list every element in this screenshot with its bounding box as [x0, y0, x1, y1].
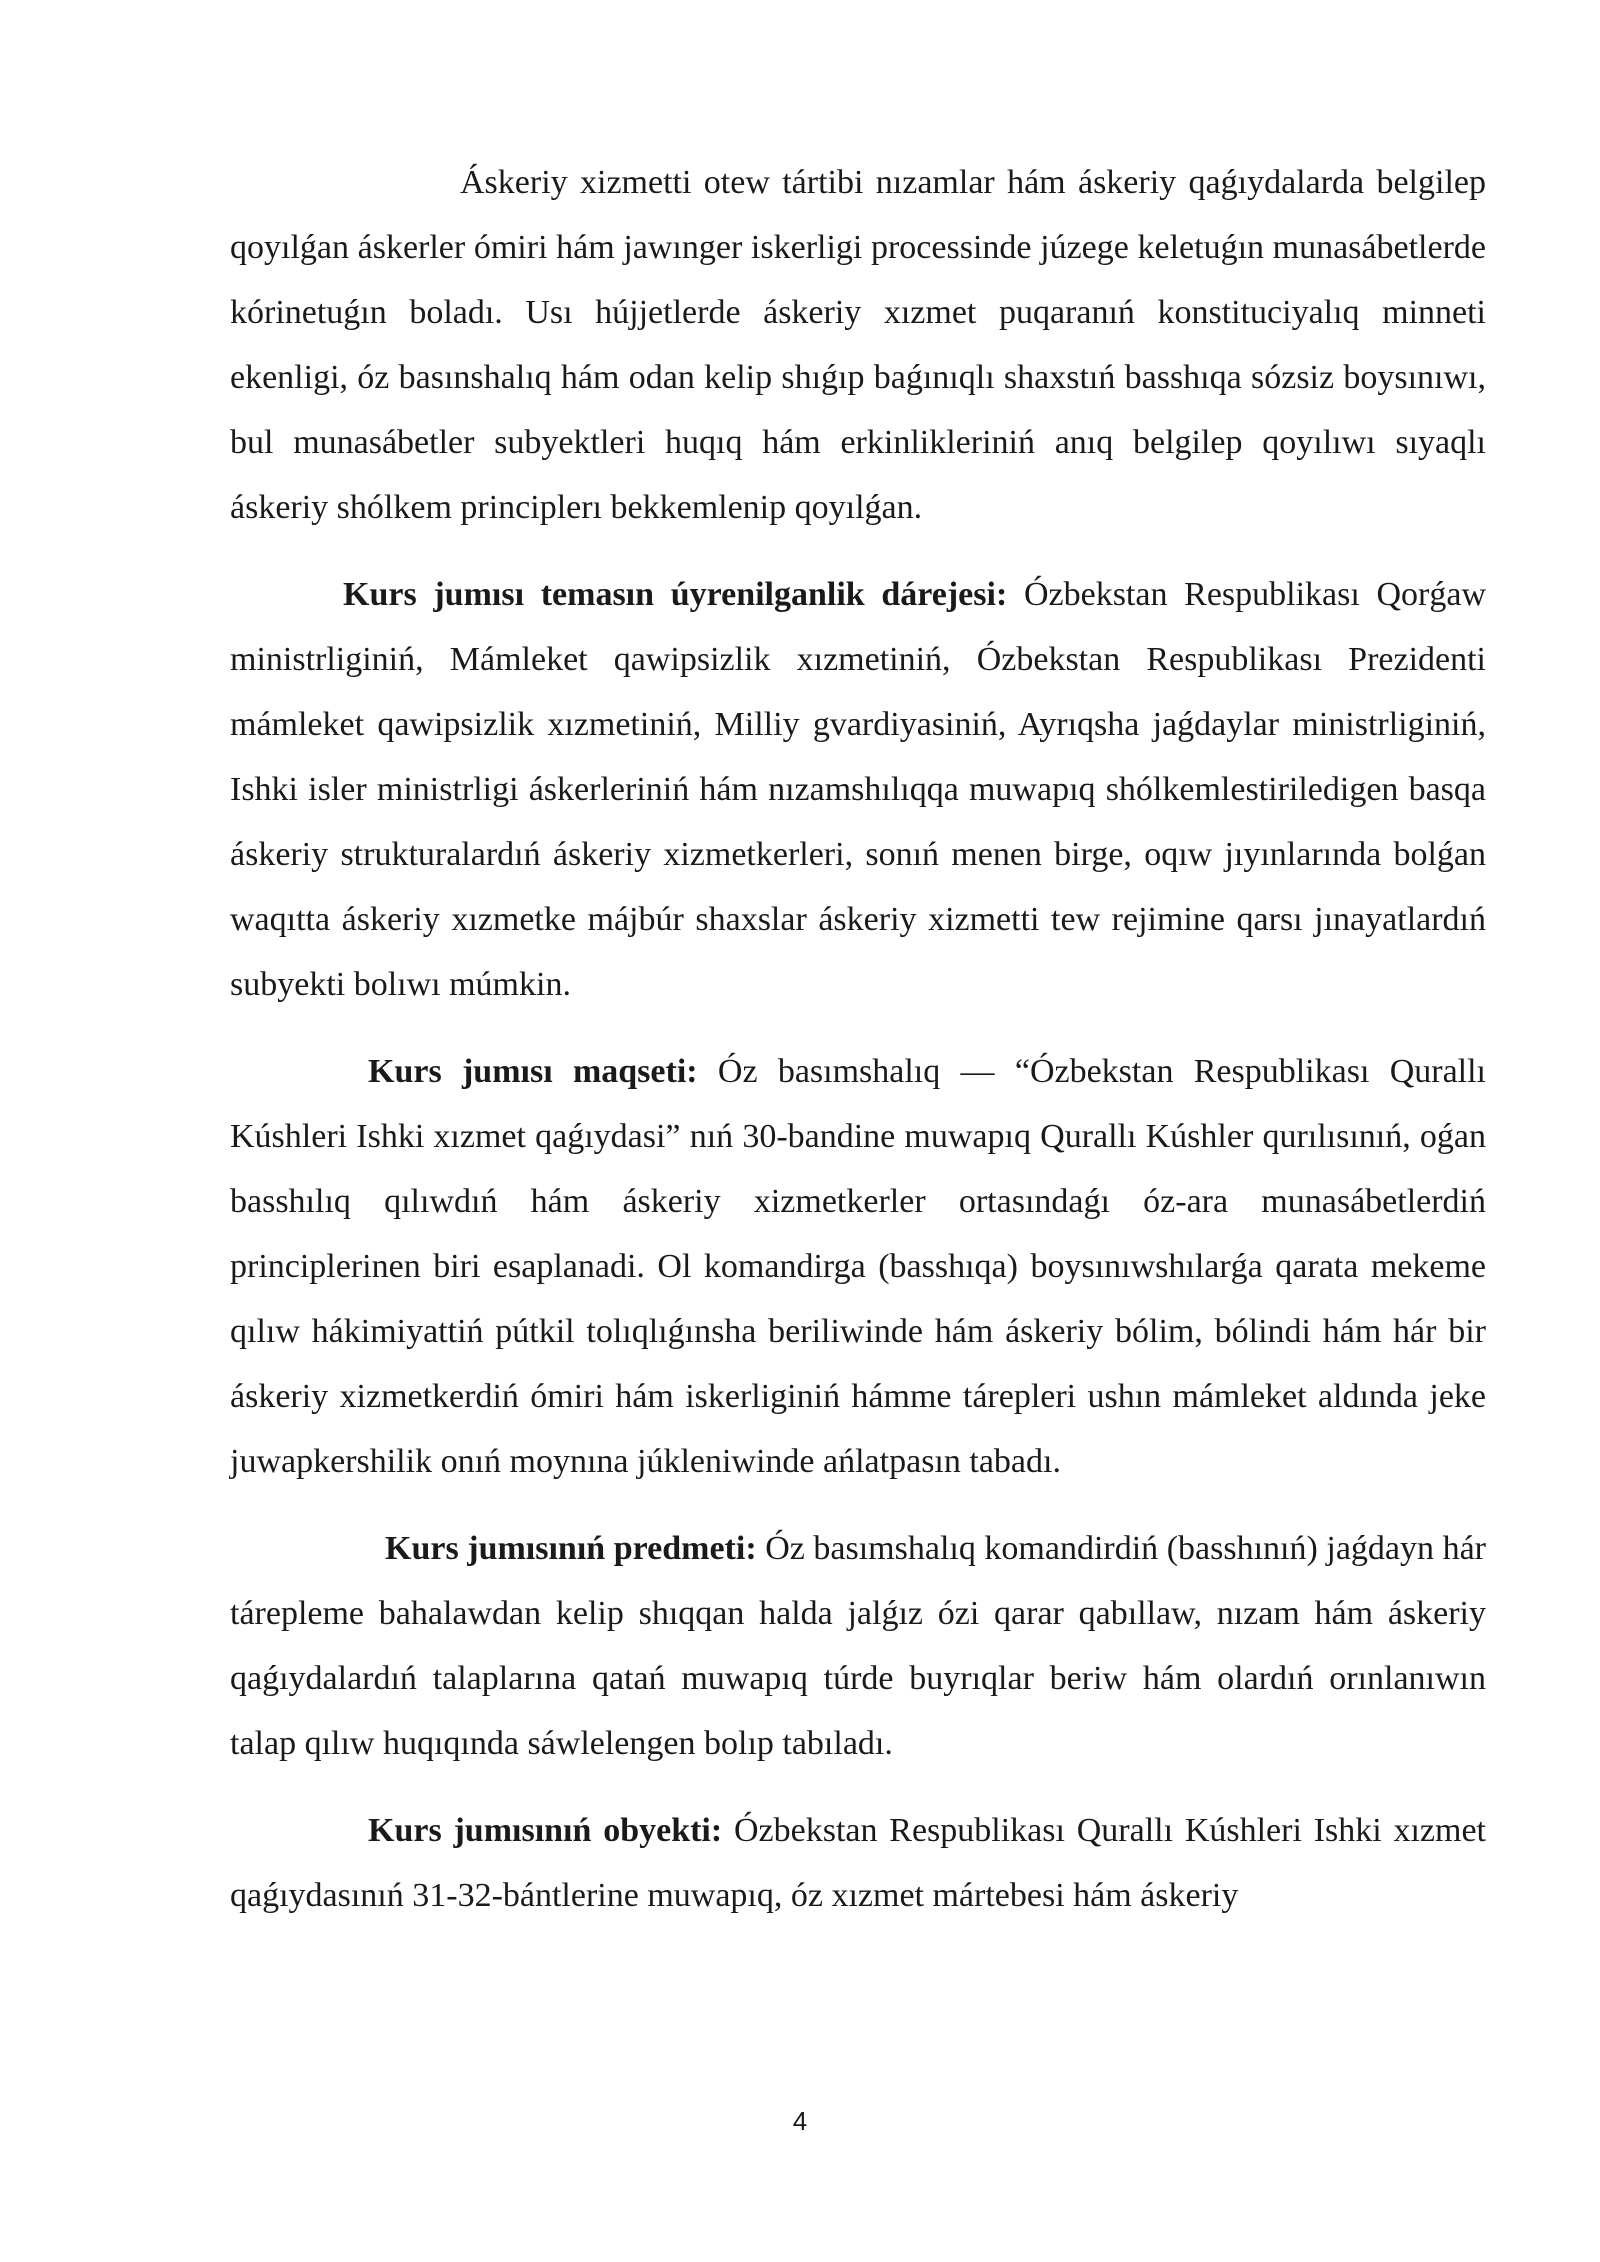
paragraph-intro: [230, 150, 1486, 540]
paragraph-heading: Kurs jumısınıń obyekti:: [368, 1812, 723, 1849]
paragraph-text: Óz basımshalıq — “Ózbekstan Respublikası Qurallı Kúshleri Ishki xızmet qaǵıydasi” nıń 30-bandine muwapıq Qurallı Kúshler qurılısınıń, oǵan basshılıq qılıwdıń hám áskeriy xizmetkerler ortasındaǵı óz-ara munasábetlerdiń principlerinen biri esaplanadi. Ol komandirga (basshıqa) boysınıwshılarǵa qarata mekeme qılıw hákimiyattiń pútkil tolıqlıǵınsha beriliwinde hám áskeriy bólim, bólindi hám hár bir áskeriy xizmetkerdiń ómiri hám iskerliginiń hámme tárepleri ushın mámleket aldında jeke juwapkershilik onıń moynına júkleniwinde ańlatpasın tabadı.: [230, 1053, 1486, 1480]
paragraph-text: Ózbekstan Respublikası Qurallı Kúshleri Ishki xızmet qaǵıydasınıń 31-32-bántlerine muwapıq, óz xızmet mártebesi hám áskeriy: [230, 1812, 1486, 1914]
paragraph-study-level: [230, 562, 1486, 1017]
page-number: 4: [792, 2106, 808, 2136]
paragraph-subject: [230, 1516, 1486, 1776]
paragraph-heading: Kurs jumısı temasın úyrenilganlik dárejesi:: [343, 576, 1008, 613]
paragraph-heading: Kurs jumısı maqseti:: [368, 1053, 698, 1090]
paragraph-heading: Kurs jumısınıń predmeti:: [385, 1530, 757, 1567]
paragraph-text: Áskeriy xizmetti otew tártibi nızamlar hám áskeriy qaǵıydalarda belgilep qoyılǵan áskerler ómiri hám jawınger iskerligi processinde júzege keletuǵın munasábetlerde kórinetuǵın boladı. Usı hújjetlerde áskeriy xızmet puqaranıń konstituciyalıq minneti ekenligi, óz basınshalıq hám odan kelip shıǵıp baǵınıqlı shaxstıń basshıqa sózsiz boysınıwı, bul munasábetler subyektleri huqıq hám erkinlikleriniń anıq belgilep qoyılıwı sıyaqlı áskeriy shólkem principlerı bekkemlenip qoyılǵan.: [230, 164, 1486, 526]
paragraph-object: [230, 1798, 1486, 1928]
paragraph-text: Ózbekstan Respublikası Qorǵaw ministrligіniń, Mámleket qawipsizlik xızmetiniń, Ózbekstan Respublikası Prezidenti mámleket qawipsizlik xızmetiniń, Milliy gvardiyasiniń, Ayrıqsha jaǵdaylar ministrliginiń, Ishki isler ministrligi áskerleriniń hám nızamshılıqqa muwapıq shólkemlestiriledigen basqa áskeriy strukturalardıń áskeriy xizmetkerleri, sonıń menen birge, oqıw jıyınlarında bolǵan waqıtta áskeriy xızmetke májbúr shaxslar áskeriy xizmetti tew rejimine qarsı jınayatlardıń subyekti bolıwı múmkin.: [230, 576, 1487, 1003]
paragraph-goal: [230, 1039, 1486, 1494]
paragraph-text: Óz basımshalıq komandirdiń (basshınıń) jaǵdayn hár tárepleme bahalawdan kelip shıqqan halda jalǵız ózi qarar qabıllaw, nızam hám áskeriy qaǵıydalardıń talaplarına qatań muwapıq túrde buyrıqlar beriw hám olardıń orınlanıwın talap qılıw huqıqında sáwlelengen bolıp tabıladı.: [230, 1530, 1486, 1762]
document-page: [230, 150, 1486, 1928]
